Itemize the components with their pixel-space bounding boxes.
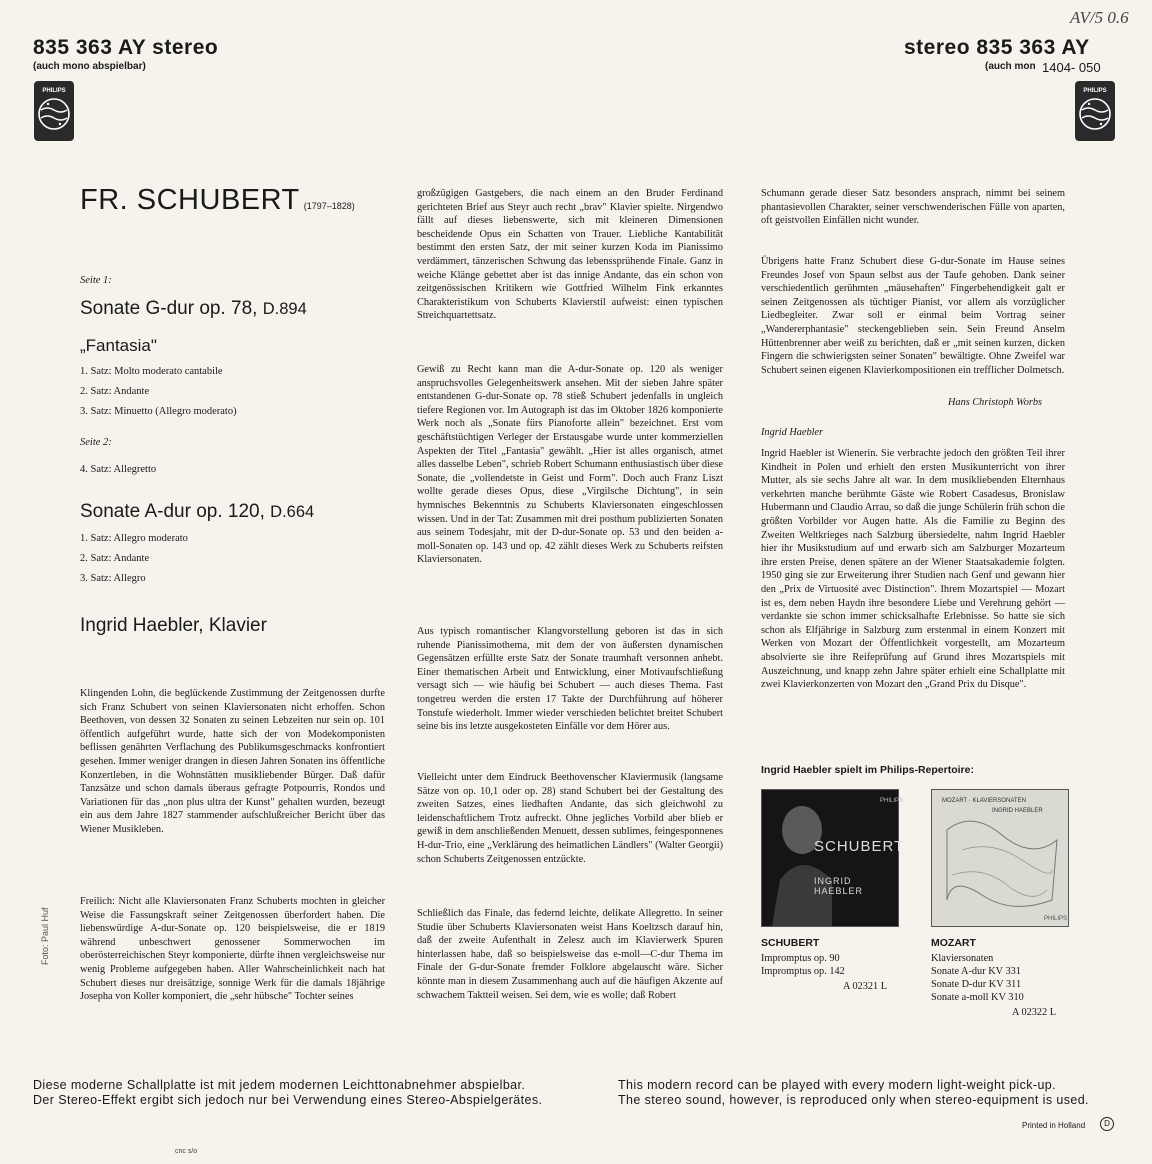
- printed-in-holland: Printed in Holland: [1022, 1121, 1086, 1130]
- svg-text:PHILIPS: PHILIPS: [880, 798, 904, 804]
- liner-paragraph: Schließlich das Finale, das federnd leichte, delikate Allegretto. In seiner Studie über Schuberts Klaviersonaten weist Hans Koeltzsch darauf hin, daß der zweite Aufenthalt in Zelesz auch im Klavierwerk Spuren hinterlassen habe, daß so beispielsweise das e-moll—C-dur Thema im Finale der G-dur-Sonate fremder Folklore abgelauscht wäre. Sicher könnte man in diesem Zusammenhang auch auf die häufigen Akzente auf schwachem Taktteil weisen. Sei dem, wie es wolle; daß Robert: [417, 908, 723, 1001]
- footer-de-line-2: Der Stereo-Effekt ergibt sich jedoch nur bei Verwendung eines Stereo-Abspielgerätes.: [33, 1093, 543, 1107]
- photo-credit: Foto: Paul Huf: [40, 907, 50, 965]
- right-catalog-number: stereo 835 363 AY: [904, 36, 1090, 59]
- svg-text:PHILIPS: PHILIPS: [42, 88, 66, 94]
- composer-years: (1797–1828): [303, 201, 355, 211]
- liner-paragraph: Gewiß zu Recht kann man die A-dur-Sonate op. 120 als weniger anspruchsvolles Gelegenheitswerk ansehen. Mit der sieben Jahre später entstandenen G-dur-Sonate op. 78 stieß Schubert jedenfalls in ungleich tiefere Regionen vor. Im Autograph ist das im Oktober 1826 komponierte Werk noch als „Sonate fürs Pianoforte allein" bezeichnet. Erst vom geschäftstüchtigen Verleger der Erstausgabe wurde unter kommerziellen Aspekten der Titel „Fantasia" gewählt. „Hier ist alles organisch, atmet alles dasselbe Leben", schrieb Robert Schumann enthusiastisch über diese Sonate, die „vollendetste in Geist und Form". Doch auch Franz Liszt wollte gerade dieses Opus, diese „Virgilsche Dichtung", in sein hymnisches Bekenntnis zu Schuberts Klaviersonaten eingeschlossen wissen. Und in der Tat: Zusammen mit drei posthum publizierten Sonaten aus seinem Todesjahr, mit der D-dur-Sonate op. 53 und den beiden a-moll-Sonaten op. 143 und op. 42 zählt dieses Werk zu Schuberts reifsten Klaviersonaten.: [417, 364, 723, 566]
- handwritten-note: AV/5 0.6: [1070, 8, 1129, 27]
- work-1-name: Sonate G-dur op. 78,: [80, 298, 258, 319]
- album-line: Klaviersonaten: [931, 953, 994, 964]
- work-2-title: [80, 501, 314, 523]
- biography: Ingrid Haebler ist Wienerin. Sie verbrachte jedoch den größten Teil ihrer Kindheit in Polen und erhielt den ersten Musikunterricht von ihrer Mutter, als sie sechs Jahre alt war. In dem musikliebenden Elternhaus verkehrten manche berühmte Gäste wie Robert Casadesus, Bronislaw Hubermann und Claudio Arrau, so daß die junge Schülerin früh schon die größten Vorbilder vor Augen hatte. Als die Familie zu Beginn des Zweiten Weltkrieges nach Salzburg übersiedelte, nahm Ingrid Haebler hier ihr Musikstudium auf und erwarb sich am Salzburger Mozarteum ihre ersten Preise, denen spätere an der Wiener Staatsakademie folgten. 1950 ging sie zur Erweiterung ihrer Studien nach Genf und gewann hier den „Prix de Virtuosité avec Distinction". Ihrem Mozartspiel — Mozart ist es, dem neben Haydn ihre besondere Liebe und Verehrung gehört — verdankte sie schon immer schicksalhafte Erlebnisse. So hatte sie sich schon als Elfjährige in Salzburg zum erstenmal in einem Konzert mit Werken von Mozart der Öffentlichkeit vorgestellt, am Mozarteum absolvierte sie ihre Reifeprüfung auf Grund ihres Mozartspiels mit Auszeichnung, und knapp zehn Jahre später erhielt eine Schallplatte mit zwei Klavierkonzerten von Mozart den „Grand Prix du Disque".: [761, 448, 1065, 691]
- liner-paragraph: Übrigens hatte Franz Schubert diese G-dur-Sonate im Hause seines Freundes Josef von Spaun selbst aus der Taufe gehoben. Dank seiner verschiedentlich gerühmten „mäusehaften" Fingerbehendigkeit galt er seinen Zeitgenossen als tüchtiger Pianist, vor allem als vorzüglicher Liedbegleiter. Zwar soll er einmal beim Vortrag seiner „Wandererphantasie" steckengeblieben sein. Sein Freund Anselm Hüttenbrenner aber weiß zu berichten, daß er „mit seinen kurzen, dicken Fingern die schwierigsten seiner Sonaten" bewältigte. Ohne Zweifel war Schubert seinen eigenen Klavierkompositionen ein trefflicher Dolmetsch.: [761, 256, 1065, 376]
- footer-en-line-1: This modern record can be played with every modern light-weight pick-up.: [618, 1078, 1057, 1092]
- work-2-name: Sonate A-dur op. 120,: [80, 501, 265, 522]
- movement: 2. Satz: Andante: [80, 553, 150, 564]
- side-2-label: Seite 2:: [80, 437, 112, 448]
- album-cover-mozart: [931, 789, 1069, 927]
- repertoire-heading: Ingrid Haebler spielt im Philips-Repertoire:: [761, 764, 974, 776]
- album-title: SCHUBERT: [761, 937, 820, 949]
- work-1-title: [80, 298, 307, 320]
- liner-paragraph: Klingenden Lohn, die beglückende Zustimmung der Zeitgenossen durfte sich Franz Schubert von seinen Klaviersonaten nicht erhoffen. Schon Beethoven, von dessen 32 Sonaten zu seinen Lebzeiten nur sein op. 101 öffentlich aufgeführt wurde, hatte sich der von Modekomponisten beflissen genährten Verflachung des Publikumsgeschmacks konfrontiert gesehen. Immer weniger drangen in diesen Jahren Sonaten ins öffentliche Konzertleben, in die Wohnstätten musikliebender Bürger. Daß dafür Tanzsätze und schon damals überaus gefragte Potpourris, Rondos und Variationen für das „non plus ultra der Kunst" gehalten wurden, bezeugt ein aus dem Jahre 1827 stammender aufschlußreicher Bericht über das Wiener Musikleben.: [80, 688, 385, 835]
- composer-heading: [80, 184, 355, 217]
- philips-logo-left: [33, 80, 75, 147]
- philips-logo-right: [1074, 80, 1116, 147]
- right-stamp: 1404- 050: [1042, 60, 1101, 75]
- liner-paragraph: Schumann gerade dieser Satz besonders ansprach, nimmt bei seinem phantasievollen Charakter, seiner verschwenderischen Fülle von aparten, oft geistvollen Einfällen nicht wunder.: [761, 188, 1065, 227]
- album-line: Impromptus op. 142: [761, 966, 845, 977]
- bottom-code: cnc s/o: [175, 1148, 198, 1155]
- philips-shield-icon: [33, 80, 75, 142]
- album-line: Sonate A-dur KV 331: [931, 966, 1021, 977]
- svg-text:PHILIPS: PHILIPS: [1044, 916, 1068, 922]
- liner-paragraph: Vielleicht unter dem Eindruck Beethovenscher Klaviermusik (langsame Sätze von op. 10,1 oder op. 28) stand Schubert bei der Gestaltung des zweiten Satzes, eines liedhaften Andante, das sich gleichwohl zu leidenschaftlichem Trotz aufreckt. Ohne jegliches Vorbild aber blieb er gewiß in dem anschließenden Menuett, dessen sublimes, feingesponnenes H-dur-Trio, eine „Verklärung des heimatlichen Ländlers" (Walter Georgii) schon Schuberts Zeitgenossen entzückte.: [417, 772, 723, 865]
- album-cover-schubert: [761, 789, 905, 927]
- left-mono-note: (auch mono abspielbar): [33, 61, 146, 72]
- bio-heading: Ingrid Haebler: [761, 427, 824, 438]
- left-catalog-number: 835 363 AY stereo: [33, 36, 219, 59]
- svg-text:PHILIPS: PHILIPS: [1083, 88, 1107, 94]
- album-title: MOZART: [931, 937, 976, 949]
- work-1-nickname: „Fantasia": [80, 336, 157, 355]
- footer-de-line-1: Diese moderne Schallplatte ist mit jedem modernen Leichttonabnehmer abspielbar.: [33, 1078, 526, 1092]
- movement: 1. Satz: Allegro moderato: [80, 533, 188, 544]
- right-mono-note: (auch mon: [985, 61, 1036, 72]
- album-catalog: A 02321 L: [843, 981, 888, 992]
- movement: 3. Satz: Allegro: [80, 573, 146, 584]
- cover-artist: INGRID HAEBLER: [814, 876, 864, 896]
- author-signature: Hans Christoph Worbs: [948, 397, 1043, 408]
- liner-paragraph: großzügigen Gastgebers, die nach einem an den Bruder Ferdinand gerichteten Brief aus Steyr auch recht „brav" Klavier spielte. Nirgendwo fällt auf dieses liebenswerte, sich mit kleineren Dimensionen bescheidende Opus ein Schatten von Trauer. Liebliche Kantabilität bestimmt den ersten Satz, der mit seiner kurzen Koda im Pianissimo verdämmert, tänzerischen Schwung das lebenssprühende Finale. Ganz in weiche Klänge gebettet aber ist das innige Andante, das ein schon von zeitgenössischen Kritikern wie Gottfried Wilhelm Fink erkanntes Charakteristikum von Schuberts Klavierstil aufweist: einen typischen Streichquartettsatz.: [417, 188, 723, 322]
- work-2-catalog: D.664: [270, 503, 315, 521]
- side-1-label: Seite 1:: [80, 275, 112, 286]
- movement: 1. Satz: Molto moderato cantabile: [80, 366, 223, 377]
- album-line: Impromptus op. 90: [761, 953, 840, 964]
- liner-paragraph: Freilich: Nicht alle Klaviersonaten Franz Schuberts mochten in gleicher Weise die Fassungskraft seiner Zeitgenossen überfordert haben. Die liebenswürdige A-dur-Sonate op. 120 beispielsweise, die er 1819 während unbeschwert genossener Sommerwochen im oberösterreichischen Steyr komponierte, dürfte ihnen vergleichsweise nur wenig Probleme aufgegeben haben. Aller Wahrscheinlichkeit nach hat Schubert dieses nur dreisätzige, sonnige Werk für die damals 18jährige Josepha von Koller komponiert, die „sehr hübsche" Tochter seines: [80, 896, 385, 1003]
- work-1-catalog: D.894: [262, 300, 307, 318]
- movement: 3. Satz: Minuetto (Allegro moderato): [80, 406, 237, 417]
- printed-mark: D: [1100, 1117, 1114, 1131]
- cover-title: MOZART · KLAVIERSONATEN: [942, 798, 1026, 804]
- cover-artist: INGRID HAEBLER: [992, 808, 1043, 814]
- movement: 4. Satz: Allegretto: [80, 464, 157, 475]
- liner-paragraph: Aus typisch romantischer Klangvorstellung geboren ist das in sich ruhende Pianissimothema, mit dem der von äußersten dynamischen Gegensätzen erfüllte erste Satz der Sonate traumhaft versonnen anhebt. Einer thematischen Arbeit und Entwicklung, einer Motivaufschließung versagt sich — wie häufig bei Schubert — auch dieses Thema. Fast tongetreu werden die ersten 17 Takte der Durchführung auf höherer Tonstufe wiederholt. Immer wieder verschieden belichtet breitet Schubert seine bis ins letzte ausgekosteten Einfälle vor dem Hörer aus.: [417, 626, 723, 733]
- performer-instrument: Klavier: [208, 615, 267, 636]
- cover-title: SCHUBERT: [814, 838, 905, 855]
- album-catalog: A 02322 L: [1012, 1007, 1057, 1018]
- composer-name: FR. SCHUBERT: [80, 184, 300, 216]
- portrait-image: [762, 790, 904, 926]
- footer-en-line-2: The stereo sound, however, is reproduced only when stereo-equipment is used.: [618, 1093, 1089, 1107]
- album-line: Sonate D-dur KV 311: [931, 979, 1022, 990]
- album-line: Sonate a-moll KV 310: [931, 992, 1024, 1003]
- performer-name: Ingrid Haebler,: [80, 615, 204, 636]
- movement: 2. Satz: Andante: [80, 386, 150, 397]
- philips-shield-icon: [1074, 80, 1116, 142]
- performer: [80, 615, 267, 637]
